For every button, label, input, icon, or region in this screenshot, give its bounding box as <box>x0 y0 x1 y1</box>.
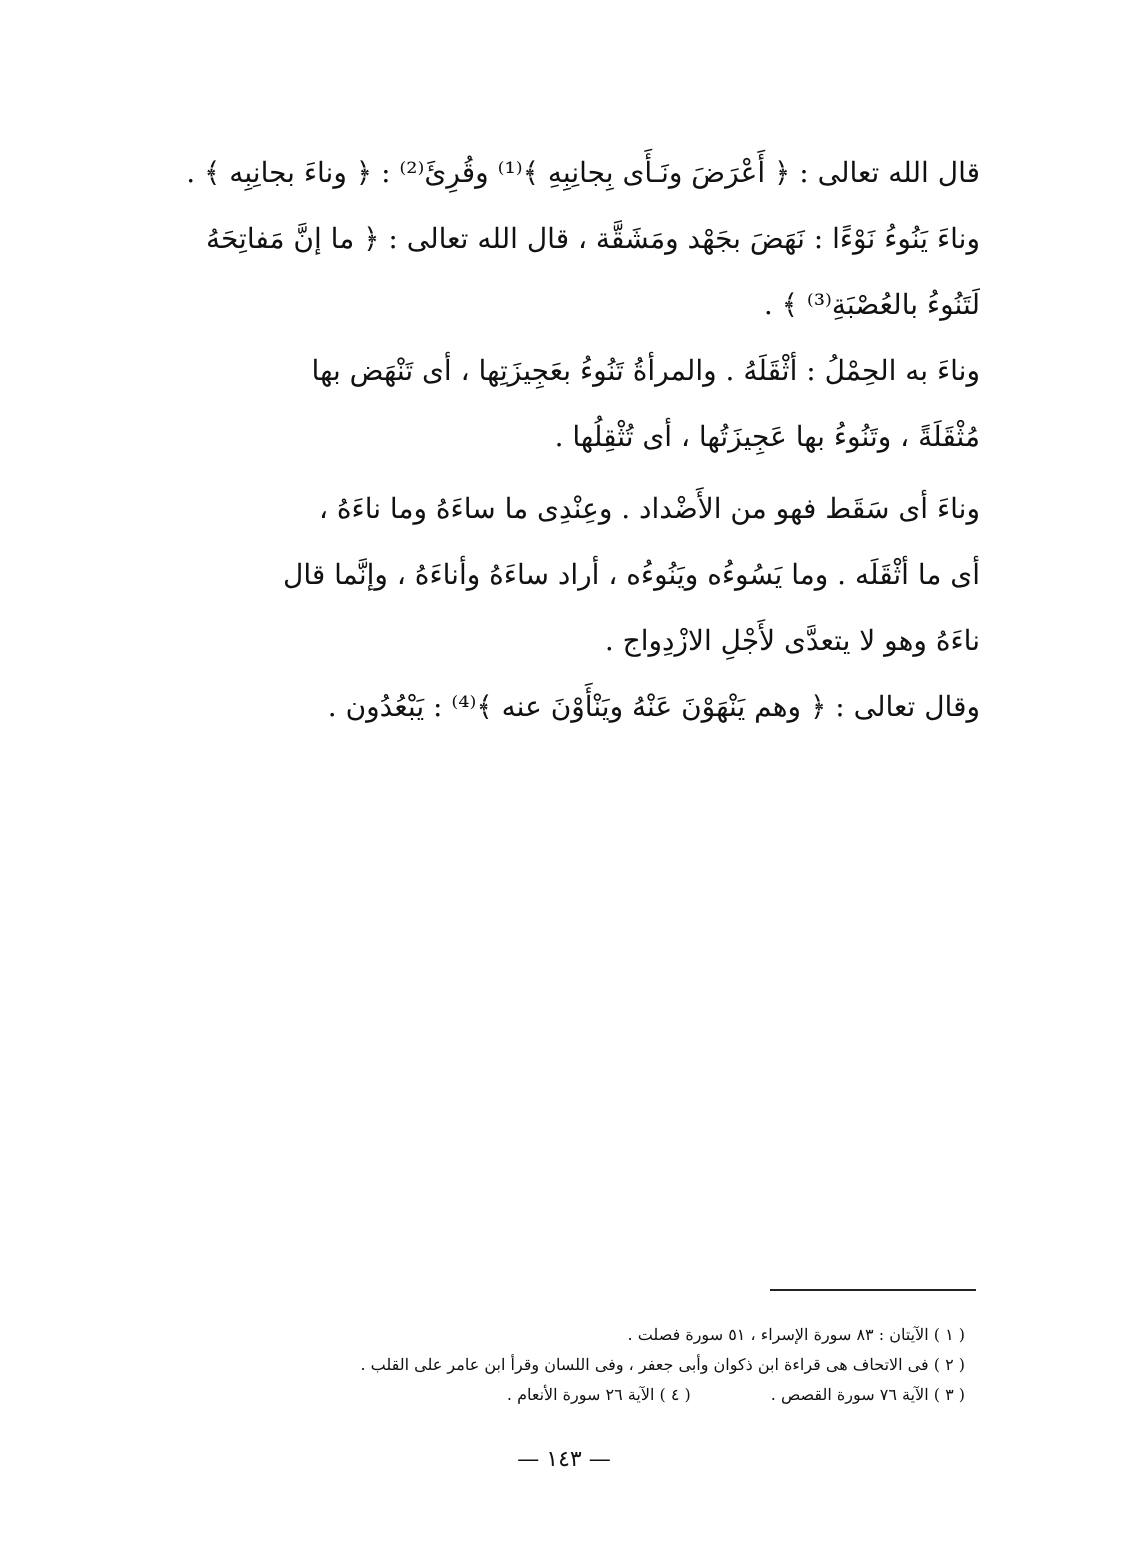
main-text <box>150 140 980 740</box>
text-line: وناءَ أى سَقَط فهو من الأَضْداد . وعِنْدِى ما ساءَهُ وما ناءَهُ ، <box>318 492 980 525</box>
text-line: لَتَنُوءُ بالعُصْبَةِ⁽³⁾ ﴾ . <box>763 288 980 321</box>
text-line: وناءَ يَنُوءُ نَوْءًا : نَهَضَ بجَهْد ومَشَقَّة ، قال الله تعالى : ﴿ ما إنَّ مَفاتِحَهُ <box>205 222 980 255</box>
footnote-2: ( ٢ ) فى الاتحاف هى قراءة ابن ذكوان وأبى جعفر ، وفى اللسان وقرأ ابن عامر على القلب . <box>360 1355 965 1374</box>
footnote-row <box>300 1380 965 1410</box>
text-line: أى ما أثْقَلَه . وما يَسُوءُه ويَنُوءُه ، أراد ساءَهُ وأناءَهُ ، وإنَّما قال <box>282 558 980 591</box>
page-number: — ١٤٣ — <box>517 1447 611 1472</box>
text-line: ناءَهُ وهو لا يتعدَّى لأَجْلِ الازْدِواج . <box>604 624 980 657</box>
text-line: وقال تعالى : ﴿ وهم يَنْهَوْنَ عَنْهُ ويَنْأَوْنَ عنه ﴾⁽⁴⁾ : يَبْعُدُون . <box>327 690 980 723</box>
text-line: مُثْقَلَةً ، وتَنُوءُ بها عَجِيزَتُها ، أى تُثْقِلُها . <box>554 420 980 453</box>
footnote-4: ( ٤ ) الآية ٢٦ سورة الأنعام . <box>506 1385 691 1404</box>
footnotes <box>300 1320 965 1410</box>
text-line: وناءَ به الحِمْلُ : أثْقَلَهُ . والمرأةُ تَنُوءُ بعَجِيزَتِها ، أى تَنْهَض بها <box>311 354 980 387</box>
footnote-1: ( ١ ) الآيتان : ٨٣ سورة الإسراء ، ٥١ سورة فصلت . <box>627 1325 965 1344</box>
footnote-divider <box>770 1289 976 1291</box>
footnote-3: ( ٣ ) الآية ٧٦ سورة القصص . <box>770 1385 965 1404</box>
text-line: قال الله تعالى : ﴿ أَعْرَضَ ونَـأَى بِجانِبِهِ ﴾⁽¹⁾ وقُرِئَ⁽²⁾ : ﴿ وناءَ بجانِبِه ﴾ . <box>186 156 980 189</box>
